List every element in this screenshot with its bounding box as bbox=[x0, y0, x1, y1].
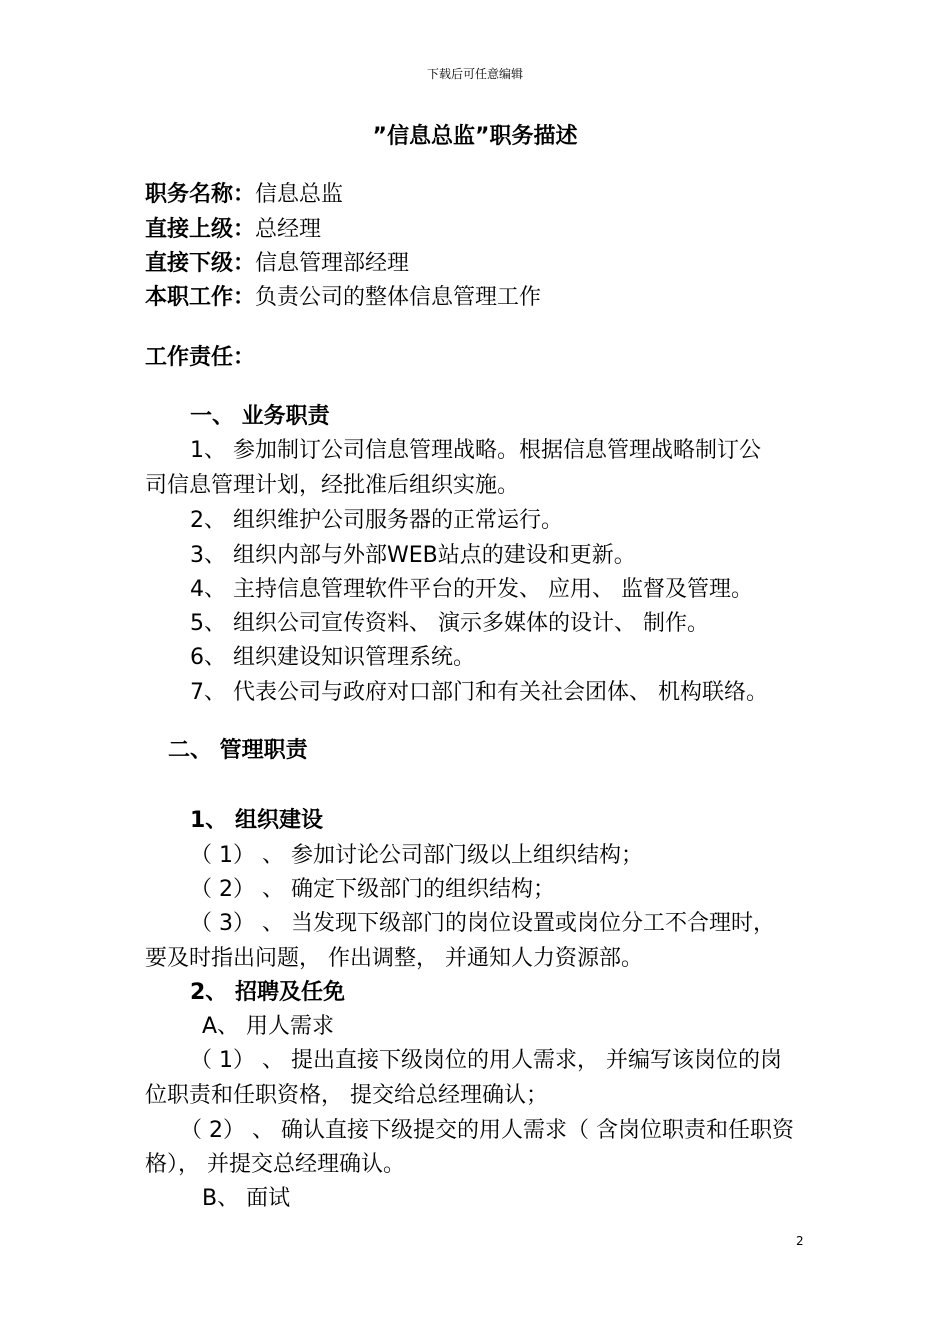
section-heading: 二、 管理职责 bbox=[168, 738, 308, 763]
list-item: 7、 代表公司与政府对口部门和有关社会团体、 机构联络。 bbox=[190, 680, 768, 705]
list-item: 6、 组织建设知识管理系统。 bbox=[190, 645, 475, 670]
job-info-value: 总经理 bbox=[255, 217, 322, 242]
list-item: （ 2） 、 确认直接下级提交的用人需求（ 含岗位职责和任职资 bbox=[180, 1118, 794, 1143]
job-info-row bbox=[145, 184, 343, 206]
list-item: 3、 组织内部与外部WEB站点的建设和更新。 bbox=[190, 543, 636, 568]
job-info-value: 信息管理部经理 bbox=[255, 251, 410, 276]
job-info-label: 直接上级： bbox=[145, 217, 256, 242]
job-info-value: 负责公司的整体信息管理工作 bbox=[255, 285, 542, 310]
job-info-row bbox=[145, 287, 541, 309]
subsection-heading: 1、 组织建设 bbox=[190, 808, 323, 833]
list-item: （ 1） 、 提出直接下级岗位的用人需求， 并编写该岗位的岗 bbox=[190, 1048, 782, 1073]
list-item: （ 1） 、 参加讨论公司部门级以上组织结构； bbox=[190, 843, 643, 868]
subsection-item-heading: A、 用人需求 bbox=[202, 1014, 335, 1039]
job-info-row bbox=[145, 253, 409, 275]
page-header-note: 下载后可任意编辑 bbox=[426, 67, 523, 81]
job-info-value: 信息总监 bbox=[255, 182, 344, 207]
job-info-row bbox=[145, 219, 321, 241]
list-item: 5、 组织公司宣传资料、 演示多媒体的设计、 制作。 bbox=[190, 611, 709, 636]
list-item: 2、 组织维护公司服务器的正常运行。 bbox=[190, 508, 563, 533]
subsection-heading: 2、 招聘及任免 bbox=[190, 980, 345, 1005]
list-item: 司信息管理计划，经批准后组织实施。 bbox=[145, 473, 520, 498]
list-item: （ 3） 、 当发现下级部门的岗位设置或岗位分工不合理时， bbox=[190, 911, 775, 936]
list-item: 格）， 并提交总经理确认。 bbox=[145, 1152, 405, 1177]
section-heading: 一、 业务职责 bbox=[190, 404, 330, 429]
job-info-label: 直接下级： bbox=[145, 251, 256, 276]
subsection-item-heading: B、 面试 bbox=[202, 1186, 291, 1211]
list-item: 要及时指出问题， 作出调整， 并通知人力资源部。 bbox=[145, 946, 643, 971]
list-item: 1、 参加制订公司信息管理战略。根据信息管理战略制订公 bbox=[190, 438, 761, 463]
job-info-label: 本职工作： bbox=[145, 285, 256, 310]
list-item: （ 2） 、 确定下级部门的组织结构； bbox=[190, 877, 555, 902]
list-item: 4、 主持信息管理软件平台的开发、 应用、 监督及管理。 bbox=[190, 577, 753, 602]
document-title: ”信息总监”职务描述 bbox=[372, 124, 578, 149]
page-number: 2 bbox=[796, 1234, 804, 1248]
responsibilities-heading: 工作责任： bbox=[145, 345, 256, 370]
job-info-label: 职务名称： bbox=[145, 182, 256, 207]
list-item: 位职责和任职资格， 提交给总经理确认； bbox=[145, 1083, 548, 1108]
